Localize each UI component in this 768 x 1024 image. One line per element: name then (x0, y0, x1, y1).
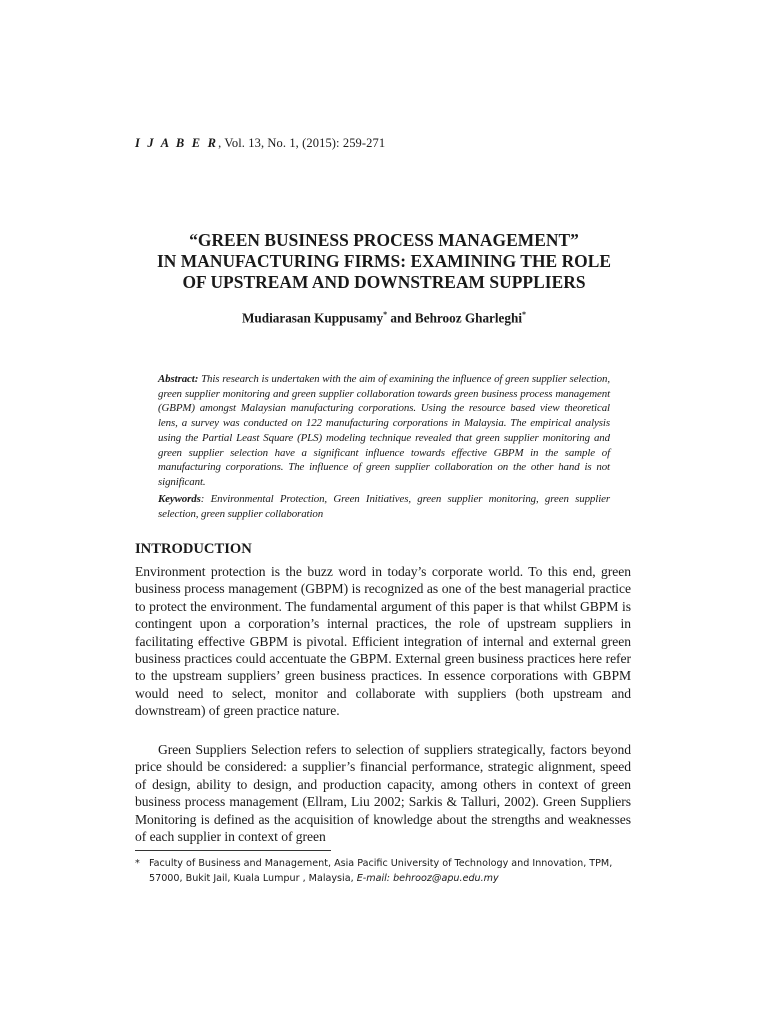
footnote-email-label: E-mail: (356, 873, 391, 884)
authors-connector: and (387, 310, 415, 326)
journal-citation: , Vol. 13, No. 1, (2015): 259-271 (218, 136, 386, 150)
journal-name: I J A B E R (135, 136, 219, 150)
author-2: Behrooz Gharleghi (414, 310, 523, 326)
footnote-divider (135, 850, 331, 851)
body-paragraph-2: Green Suppliers Selection refers to selection of suppliers strategically, factors beyond price should be considered: a supplier’s financial performance, strategic alignment, speed of design, ability to design, and production capacity, among others in context of green business process management (Ellram, Liu 2002; Sarkis & Talluri, 2002). Green Suppliers Monitoring is defined as the acquisition of knowledge about the strengths and weaknesses of each supplier in context of green (135, 742, 631, 845)
footnote-text: Faculty of Business and Management, Asia Pacific University of Technology and Innovation, TPM, 57000, Bukit Jail, Kuala Lumpur , Malaysia, (149, 858, 613, 884)
author-1: Mudiarasan Kuppusamy (241, 310, 384, 326)
title-line-3: OF UPSTREAM AND DOWNSTREAM SUPPLIERS (182, 272, 586, 292)
keywords-text: : Environmental Protection, Green Initiatives, green supplier monitoring, green supplier selection, green supplier collaboration (158, 493, 610, 520)
author-2-footnote-mark: * (522, 310, 527, 319)
abstract-text: This research is undertaken with the aim of examining the influence of green supplier selection, green supplier monitoring and green supplier collaboration towards green business process management (GBPM) amongst Malaysian manufacturing corporations. Using the resource based view theoretical lens, a survey was conducted on 122 manufacturing corporations in Malaysia. The empirical analysis using the Partial Least Square (PLS) modeling technique revealed that green supplier monitoring and green supplier selection have a significant influence towards effective GBPM in the sample of manufacturing corporations. The influence of green supplier collaboration on the other hand is not significant. (158, 373, 610, 488)
footnote-body (149, 856, 631, 886)
author-1-footnote-mark: * (383, 310, 388, 319)
keywords (158, 492, 610, 521)
footnote (135, 856, 631, 886)
body-paragraph-1: Environment protection is the buzz word in today’s corporate world. To this end, green business process management (GBPM) is recognized as one of the best managerial practice to protect the environment. The fundamental argument of this paper is that whilst GBPM is contingent upon a corporation’s internal practices, the role of upstream suppliers in facilitating effective GBPM is pivotal. Efficient integration of internal and external green business practices could accentuate the GBPM. External green business practices here refer to the upstream suppliers’ green business practices. In essence corporations with GBPM would need to select, monitor and collaborate with suppliers (both upstream and downstream) of green practice nature. (135, 564, 631, 719)
authors (120, 310, 648, 326)
keywords-label: Keywords (158, 493, 201, 505)
section-heading-introduction: INTRODUCTION (135, 541, 252, 557)
footnote-email: behrooz@apu.edu.my (390, 873, 499, 884)
footnote-mark: * (135, 858, 140, 869)
abstract-label: Abstract: (158, 373, 199, 385)
title-line-2: IN MANUFACTURING FIRMS: EXAMINING THE ROLE (156, 251, 612, 271)
abstract (158, 372, 610, 490)
journal-header (135, 136, 385, 151)
paper-title (120, 230, 648, 293)
title-line-1: “GREEN BUSINESS PROCESS MANAGEMENT” (189, 230, 579, 250)
